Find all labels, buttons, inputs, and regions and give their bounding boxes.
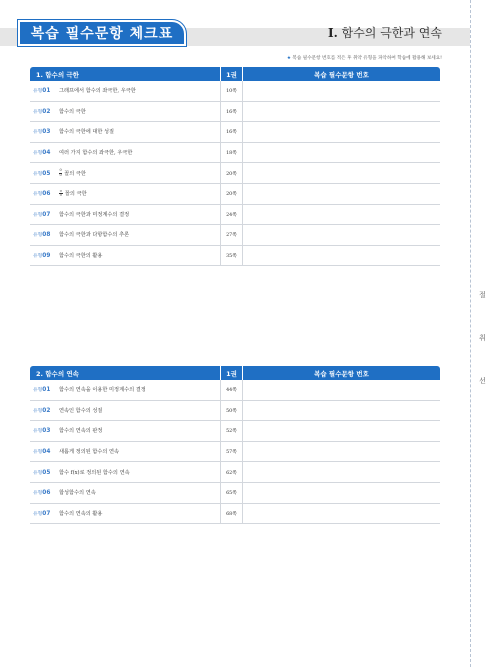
table-row <box>30 143 440 164</box>
type-prefix: 유형 <box>33 450 43 456</box>
row-title-cell <box>30 184 220 204</box>
memo-field[interactable] <box>243 143 440 163</box>
table-row <box>30 225 440 246</box>
table-row <box>30 421 440 442</box>
memo-field[interactable] <box>243 205 440 225</box>
type-label <box>33 231 59 238</box>
row-title: 함수의 연속의 판정 <box>59 428 103 435</box>
memo-field[interactable] <box>243 184 440 204</box>
fraction-numerator: ∞ <box>59 188 63 193</box>
volume-header: 1권 <box>220 67 243 81</box>
fraction-symbol <box>59 169 62 177</box>
row-title: 함수의 극한의 활용 <box>59 253 103 260</box>
type-label <box>33 108 59 115</box>
chapter-roman: I. <box>328 26 338 40</box>
row-title-cell <box>30 143 220 163</box>
table-row <box>30 205 440 226</box>
table-row <box>30 81 440 102</box>
type-prefix: 유형 <box>33 151 43 157</box>
memo-header: 복습 필수문항 번호 <box>314 369 369 378</box>
type-number: 03 <box>42 129 51 136</box>
memo-field[interactable] <box>243 483 440 503</box>
volume-header: 1권 <box>220 366 243 380</box>
type-number: 01 <box>42 88 51 95</box>
chapter-title-text: 함수의 극한과 연속 <box>341 26 442 40</box>
row-title-cell <box>30 163 220 183</box>
type-number: 05 <box>42 469 51 476</box>
type-label <box>33 128 59 135</box>
type-number: 06 <box>42 191 51 198</box>
type-label <box>33 489 59 496</box>
page-ref: 10쪽 <box>220 81 243 101</box>
row-title-cell <box>30 225 220 245</box>
chapter-title <box>328 24 442 41</box>
section-title: 1. 함수의 극한 <box>36 70 79 79</box>
row-title-cell <box>30 442 220 462</box>
row-title: 함수 f(x)로 정의된 함수의 연속 <box>59 469 130 476</box>
row-title: 합성함수의 연속 <box>59 490 96 497</box>
row-title: 새롭게 정의된 함수의 연속 <box>59 449 120 456</box>
table-row <box>30 462 440 483</box>
page-ref: 16쪽 <box>220 122 243 142</box>
type-label <box>33 407 59 414</box>
row-title: 함수의 극한과 미정계수의 결정 <box>59 211 130 218</box>
page-ref: 16쪽 <box>220 102 243 122</box>
type-prefix: 유형 <box>33 109 43 115</box>
sidebar-char: 절 <box>479 291 486 299</box>
page-ref: 24쪽 <box>220 205 243 225</box>
fraction-denominator: 0 <box>59 172 62 177</box>
memo-header: 복습 필수문항 번호 <box>314 70 369 79</box>
type-label <box>33 170 59 177</box>
checklist-table-continuity <box>30 366 440 524</box>
type-label <box>33 469 59 476</box>
page-ref: 20쪽 <box>220 163 243 183</box>
memo-field[interactable] <box>243 122 440 142</box>
checklist-table-limits <box>30 67 440 266</box>
type-prefix: 유형 <box>33 212 43 218</box>
memo-field[interactable] <box>243 225 440 245</box>
row-title-cell <box>30 380 220 400</box>
memo-field[interactable] <box>243 81 440 101</box>
type-number: 06 <box>42 490 51 497</box>
type-prefix: 유형 <box>33 511 43 517</box>
page-title-badge: 복습 필수문항 체크표 <box>18 20 186 46</box>
fraction-symbol <box>59 190 63 198</box>
row-title-cell <box>30 102 220 122</box>
cut-line <box>470 0 471 667</box>
table-row <box>30 483 440 504</box>
row-title-cell <box>30 401 220 421</box>
memo-field[interactable] <box>243 442 440 462</box>
type-number: 08 <box>42 232 51 239</box>
row-title: 함수의 연속의 활용 <box>59 510 103 517</box>
type-number: 04 <box>42 449 51 456</box>
memo-field[interactable] <box>243 102 440 122</box>
table-row <box>30 246 440 267</box>
page-ref: 62쪽 <box>220 462 243 482</box>
type-label <box>33 211 59 218</box>
table-row <box>30 163 440 184</box>
type-number: 07 <box>42 211 51 218</box>
type-prefix: 유형 <box>33 233 43 239</box>
table-row <box>30 122 440 143</box>
type-prefix: 유형 <box>33 388 43 394</box>
row-title: 여러 가지 함수의 좌극한, 우극한 <box>59 150 133 157</box>
star-icon: ★ <box>286 56 291 61</box>
page-ref: 27쪽 <box>220 225 243 245</box>
table-row <box>30 380 440 401</box>
type-prefix: 유형 <box>33 171 43 177</box>
row-title: 함수의 극한에 대한 성질 <box>59 129 115 136</box>
row-title-cell <box>30 462 220 482</box>
page-ref: 57쪽 <box>220 442 243 462</box>
page-ref: 18쪽 <box>220 143 243 163</box>
sidebar-char: 선 <box>479 377 486 385</box>
page-ref: 50쪽 <box>220 401 243 421</box>
memo-field[interactable] <box>243 462 440 482</box>
memo-field[interactable] <box>243 380 440 400</box>
type-prefix: 유형 <box>33 429 43 435</box>
type-label <box>33 149 59 156</box>
row-title-cell <box>30 483 220 503</box>
type-prefix: 유형 <box>33 408 43 414</box>
row-title-cell <box>30 421 220 441</box>
type-prefix: 유형 <box>33 491 43 497</box>
type-number: 02 <box>42 108 51 115</box>
memo-field[interactable] <box>243 421 440 441</box>
table-header <box>30 366 440 380</box>
memo-field[interactable] <box>243 163 440 183</box>
table-row <box>30 504 440 525</box>
instruction-note <box>287 55 442 61</box>
type-number: 04 <box>42 150 51 157</box>
page-ref: 35쪽 <box>220 246 243 266</box>
table-row <box>30 401 440 422</box>
type-number: 09 <box>42 253 51 260</box>
row-title: 연속인 함수의 성질 <box>59 407 103 414</box>
row-title-cell <box>30 122 220 142</box>
type-prefix: 유형 <box>33 470 43 476</box>
type-prefix: 유형 <box>33 254 43 260</box>
row-title-cell <box>30 205 220 225</box>
type-label <box>33 427 59 434</box>
type-label <box>33 448 59 455</box>
section-title: 2. 함수의 연속 <box>36 369 79 378</box>
type-label <box>33 386 59 393</box>
type-number: 02 <box>42 407 51 414</box>
type-number: 05 <box>42 170 51 177</box>
row-title: 꼴의 극한 <box>64 191 87 198</box>
type-prefix: 유형 <box>33 89 43 95</box>
row-title: 함수의 극한과 다항함수의 추론 <box>59 232 130 239</box>
row-title: 함수의 연속을 이용한 미정계수의 결정 <box>59 387 146 394</box>
row-title-cell <box>30 246 220 266</box>
type-number: 01 <box>42 387 51 394</box>
fraction-numerator: 0 <box>59 168 62 173</box>
memo-field[interactable] <box>243 246 440 266</box>
row-title: 꼴의 극한 <box>64 170 86 177</box>
page-ref: 44쪽 <box>220 380 243 400</box>
type-number: 03 <box>42 428 51 435</box>
row-title: 그래프에서 함수의 좌극한, 우극한 <box>59 88 136 95</box>
table-header <box>30 67 440 81</box>
row-title: 함수의 극한 <box>59 108 86 115</box>
memo-field[interactable] <box>243 504 440 524</box>
type-prefix: 유형 <box>33 192 43 198</box>
table-row <box>30 102 440 123</box>
type-prefix: 유형 <box>33 130 43 136</box>
page-ref: 20쪽 <box>220 184 243 204</box>
type-number: 07 <box>42 510 51 517</box>
memo-field[interactable] <box>243 401 440 421</box>
type-label <box>33 190 59 197</box>
fraction-denominator: ∞ <box>59 193 63 198</box>
row-title-cell <box>30 81 220 101</box>
instruction-text: 복습 필수문항 번호를 적은 후 취약 유형을 파악하여 학습에 활용해 보세요! <box>292 56 442 61</box>
page-ref: 52쪽 <box>220 421 243 441</box>
row-title-cell <box>30 504 220 524</box>
type-label <box>33 87 59 94</box>
type-label <box>33 510 59 517</box>
page-ref: 65쪽 <box>220 483 243 503</box>
page-ref: 68쪽 <box>220 504 243 524</box>
type-label <box>33 252 59 259</box>
sidebar-char: 취 <box>479 334 486 342</box>
table-row <box>30 442 440 463</box>
table-row <box>30 184 440 205</box>
